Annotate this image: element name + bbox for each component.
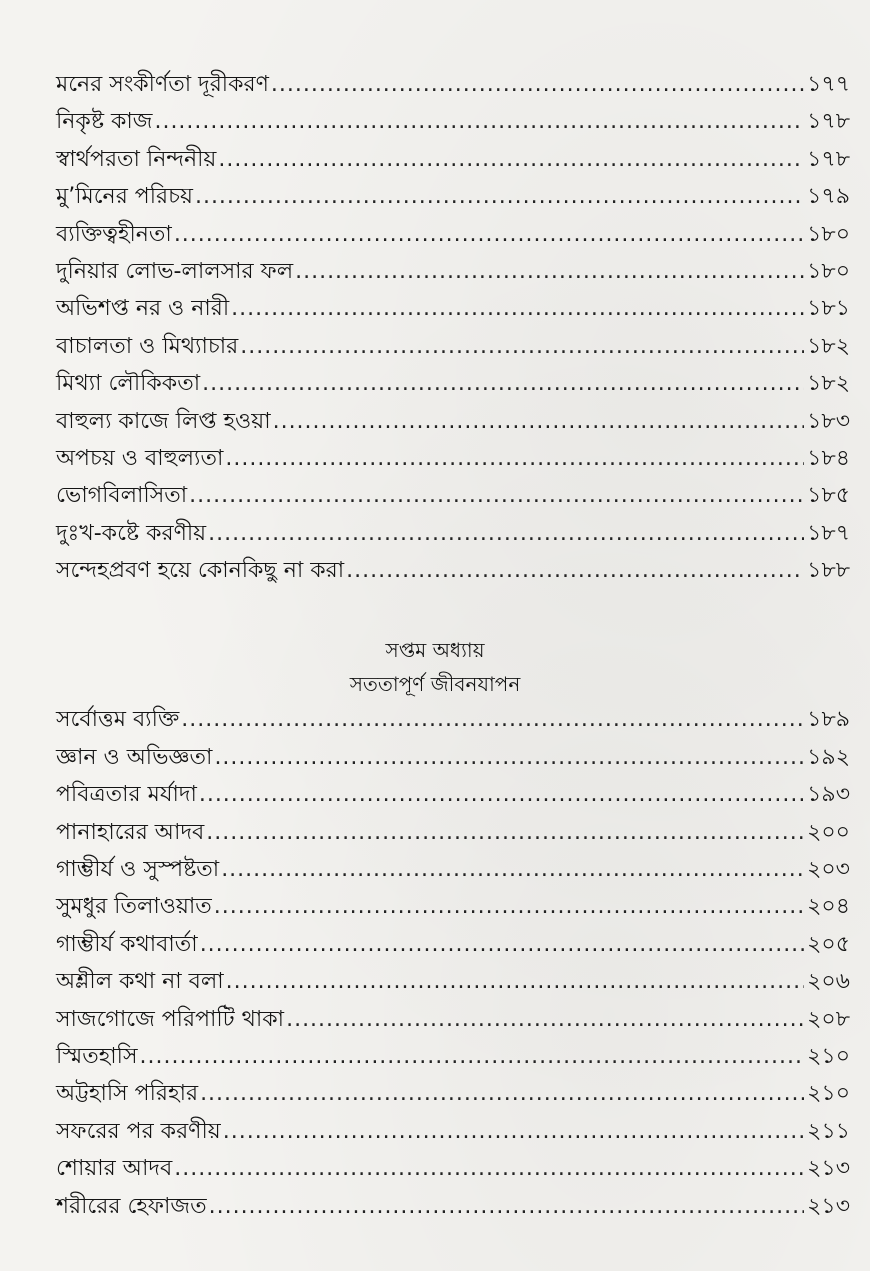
toc-entry-page: ২০৮ (807, 1006, 850, 1032)
dot-leader (199, 776, 804, 813)
toc-entry (56, 141, 850, 178)
toc-entry (56, 851, 850, 888)
toc-entry-page: ১৭৮ (807, 146, 850, 172)
toc-entry-page: ১৮৯ (807, 707, 850, 733)
toc-entry (56, 328, 850, 365)
toc-entry-title: সাজগোজে পরিপাটি থাকা (56, 1006, 285, 1032)
dot-leader (195, 178, 804, 215)
toc-entry (56, 216, 850, 253)
toc-entry (56, 440, 850, 477)
toc-entry-page: ২১১ (807, 1118, 850, 1144)
toc-entry-title: ব্যক্তিত্বহীনতা (56, 221, 172, 247)
toc-entry-title: অট্টহাসি পরিহার (56, 1081, 199, 1107)
dot-leader (202, 365, 804, 402)
toc-entry-page: ১৮২ (807, 333, 850, 359)
dot-leader (208, 515, 804, 552)
dot-leader (295, 253, 804, 290)
toc-entry-page: ১৮২ (807, 371, 850, 397)
dot-leader (209, 1188, 804, 1225)
toc-entry-title: অভিশপ্ত নর ও নারী (56, 296, 230, 322)
dot-leader (181, 701, 804, 738)
toc-entry (56, 739, 850, 776)
toc-entry-title: মিথ্যা লৌকিকতা (56, 371, 201, 397)
toc-entry-title: সুমধুর তিলাওয়াত (56, 894, 212, 920)
toc-entry (56, 926, 850, 963)
toc-entry-title: মনের সংকীর্ণতা দূরীকরণ (56, 72, 269, 97)
toc-entry-page: ১৮৭ (807, 520, 850, 546)
toc-entry-title: অশ্লীল কথা না বলা (56, 969, 224, 995)
chapter-number: সপ্তম অধ্যায় (385, 638, 485, 663)
toc-entry-page: ২০৩ (807, 857, 850, 883)
toc-entry-page: ২১৩ (807, 1193, 850, 1219)
toc-entry (56, 1075, 850, 1112)
toc-entry (56, 515, 850, 552)
toc-entry (56, 477, 850, 514)
dot-leader (214, 739, 804, 776)
dot-leader (286, 1001, 804, 1038)
toc-entry-title: স্বার্থপরতা নিন্দনীয় (56, 146, 217, 172)
toc-entry-title: নিকৃষ্ট কাজ (56, 109, 153, 135)
toc-entry-page: ১৭৭ (807, 72, 850, 97)
toc-entry (56, 403, 850, 440)
toc-entry (56, 365, 850, 402)
toc-entry-title: শরীরের হেফাজত (56, 1193, 207, 1219)
toc-entry-page: ১৮৩ (807, 408, 850, 434)
toc-entry-page: ১৮৫ (807, 483, 850, 509)
toc-entry (56, 1150, 850, 1187)
toc-entry (56, 963, 850, 1000)
toc-entry-title: স্মিতহাসি (56, 1043, 138, 1069)
toc-entry-page: ১৭৯ (807, 184, 850, 210)
toc-entry-title: ভোগবিলাসিতা (56, 483, 188, 509)
toc-entry-title: দুনিয়ার লোভ-লালসার ফল (56, 258, 294, 284)
dot-leader (189, 477, 804, 514)
toc-entry-page: ১৯২ (807, 744, 850, 770)
toc-entry-page: ২০০ (807, 819, 850, 845)
toc-entry-title: পানাহারের আদব (56, 819, 205, 845)
dot-leader (140, 1038, 804, 1075)
toc-entry (56, 552, 850, 589)
toc-list-section-a (56, 66, 850, 589)
toc-entry (56, 776, 850, 813)
toc-entry-title: সর্বোত্তম ব্যক্তি (56, 707, 180, 733)
dot-leader (225, 440, 804, 477)
toc-entry-page: ১৯৩ (807, 782, 850, 808)
toc-entry-page: ২১৩ (807, 1156, 850, 1182)
toc-entry-page: ১৮৪ (807, 445, 850, 471)
toc-entry-title: বাচালতা ও মিথ্যাচার (56, 333, 239, 359)
toc-entry (56, 1188, 850, 1225)
toc-entry (56, 1038, 850, 1075)
toc-entry-title: শোয়ার আদব (56, 1156, 173, 1182)
toc-entry (56, 814, 850, 851)
toc-entry-title: সফরের পর করণীয় (56, 1118, 221, 1144)
toc-entry (56, 66, 850, 103)
toc-entry-page: ২০৬ (807, 969, 850, 995)
dot-leader (271, 66, 804, 103)
toc-entry-title: গাম্ভীর্য ও সুস্পষ্টতা (56, 857, 220, 883)
toc-entry-title: বাহুল্য কাজে লিপ্ত হওয়া (56, 408, 271, 434)
toc-entry (56, 1113, 850, 1150)
toc-entry-page: ২০৫ (807, 931, 850, 957)
dot-leader (200, 926, 804, 963)
toc-entry (56, 290, 850, 327)
toc-entry-page: ২১০ (807, 1043, 850, 1069)
toc-entry-title: পবিত্রতার মর্যাদা (56, 782, 197, 808)
dot-leader (226, 963, 804, 1000)
chapter-title: সততাপূর্ণ জীবনযাপন (349, 672, 521, 697)
dot-leader (154, 103, 804, 140)
dot-leader (218, 141, 804, 178)
dot-leader (174, 1150, 804, 1187)
toc-entry-title: মু’মিনের পরিচয় (56, 184, 193, 210)
toc-entry-page: ২০৪ (807, 894, 850, 920)
dot-leader (214, 888, 804, 925)
toc-entry-page: ১৮০ (807, 221, 850, 247)
dot-leader (174, 216, 804, 253)
dot-leader (273, 403, 804, 440)
dot-leader (221, 851, 804, 888)
dot-leader (223, 1113, 804, 1150)
dot-leader (200, 1075, 804, 1112)
toc-entry (56, 888, 850, 925)
toc-entry-title: গাম্ভীর্য কথাবার্তা (56, 931, 198, 957)
toc-entry-title: জ্ঞান ও অভিজ্ঞতা (56, 744, 213, 770)
toc-entry (56, 701, 850, 738)
toc-entry-title: সন্দেহপ্রবণ হয়ে কোনকিছু না করা (56, 558, 345, 584)
toc-entry (56, 253, 850, 290)
toc-entry-page: ২১০ (807, 1081, 850, 1107)
toc-entry (56, 1001, 850, 1038)
dot-leader (231, 290, 804, 327)
dot-leader (240, 328, 804, 365)
toc-entry-page: ১৮০ (807, 258, 850, 284)
toc-entry (56, 103, 850, 140)
toc-list-section-b (56, 701, 850, 1224)
toc-entry-page: ১৮৮ (807, 558, 850, 584)
dot-leader (206, 814, 804, 851)
dot-leader (346, 552, 804, 589)
toc-entry-title: অপচয় ও বাহুল্যতা (56, 445, 224, 471)
toc-entry-title: দুঃখ-কষ্টে করণীয় (56, 520, 207, 546)
toc-entry-page: ১৭৮ (807, 109, 850, 135)
toc-entry (56, 178, 850, 215)
toc-entry-page: ১৮১ (807, 296, 850, 322)
